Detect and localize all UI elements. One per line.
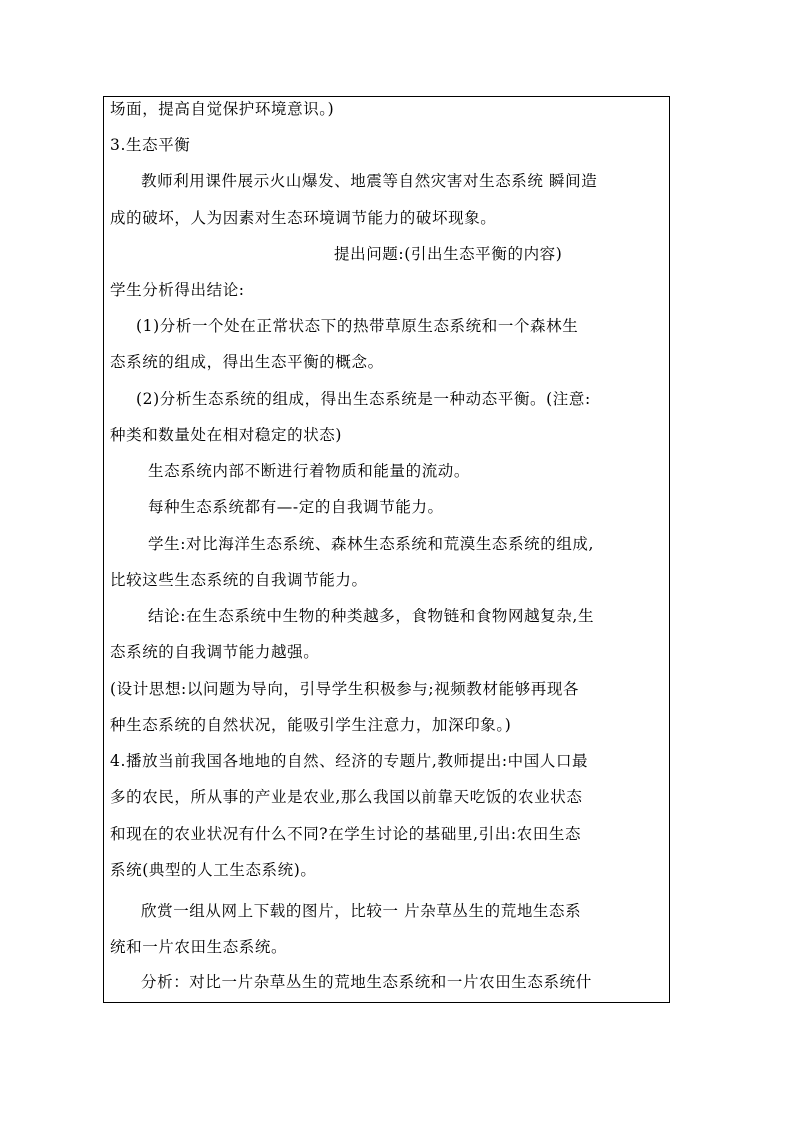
text-line-22: 系统(典型的人工生态系统)。 — [110, 861, 317, 879]
text-line-17: (设计思想:以问题为导向，引导学生积极参与;视频教材能够再现各 — [110, 680, 580, 698]
text-line-14: 比较这些生态系统的自我调节能力。 — [110, 571, 368, 589]
text-line-13: 学生:对比海洋生态系统、森林生态系统和荒漠生态系统的组成, — [148, 535, 595, 553]
text-line-15: 结论:在生态系统中生物的种类越多，食物链和食物网越复杂,生 — [148, 607, 595, 625]
text-line-6: 学生分析得出结论: — [110, 281, 245, 299]
text-line-21: 和现在的农业状况有什么不同?在学生讨论的基础里,引出:农田生态 — [110, 825, 582, 843]
text-line-25: 分析：对比一片杂草丛生的荒地生态系统和一片农田生态系统什 — [141, 973, 592, 991]
text-line-3: 教师利用课件展示火山爆发、地震等自然灾害对生态系统 瞬间造 — [141, 172, 598, 190]
text-line-18: 种生态系统的自然状况，能吸引学生注意力，加深印象。) — [110, 716, 512, 734]
text-line-7: (1)分析一个处在正常状态下的热带草原生态系统和一个森林生 — [136, 317, 579, 335]
text-line-5: 提出问题:(引出生态平衡的内容) — [334, 245, 563, 263]
text-line-11: 生态系统内部不断进行着物质和能量的流动。 — [148, 462, 471, 480]
section-heading-ecological-balance: 3.生态平衡 — [110, 136, 191, 154]
text-line-16: 态系统的自我调节能力越强。 — [110, 643, 320, 661]
text-line-19: 4.播放当前我国各地地的自然、经济的专题片,教师提出:中国人口最 — [110, 752, 589, 770]
text-line-9: (2)分析生态系统的组成，得出生态系统是一种动态平衡。(注意: — [136, 390, 591, 408]
text-line-20: 多的农民，所从事的产业是农业,那么我国以前靠天吃饭的农业状态 — [110, 788, 583, 806]
text-line-12: 每种生态系统都有—-定的自我调节能力。 — [148, 498, 444, 516]
text-line-24: 统和一片农田生态系统。 — [110, 938, 288, 956]
text-line-4: 成的破坏，人为因素对生态环境调节能力的破坏现象。 — [110, 209, 497, 227]
text-line-8: 态系统的组成，得出生态平衡的概念。 — [110, 353, 384, 371]
text-line-10: 种类和数量处在相对稳定的状态) — [110, 426, 343, 444]
text-line-23: 欣赏一组从网上下载的图片，比较一 片杂草丛生的荒地生态系 — [141, 902, 582, 920]
text-line-1: 场面，提高自觉保护环境意识。) — [110, 100, 335, 118]
